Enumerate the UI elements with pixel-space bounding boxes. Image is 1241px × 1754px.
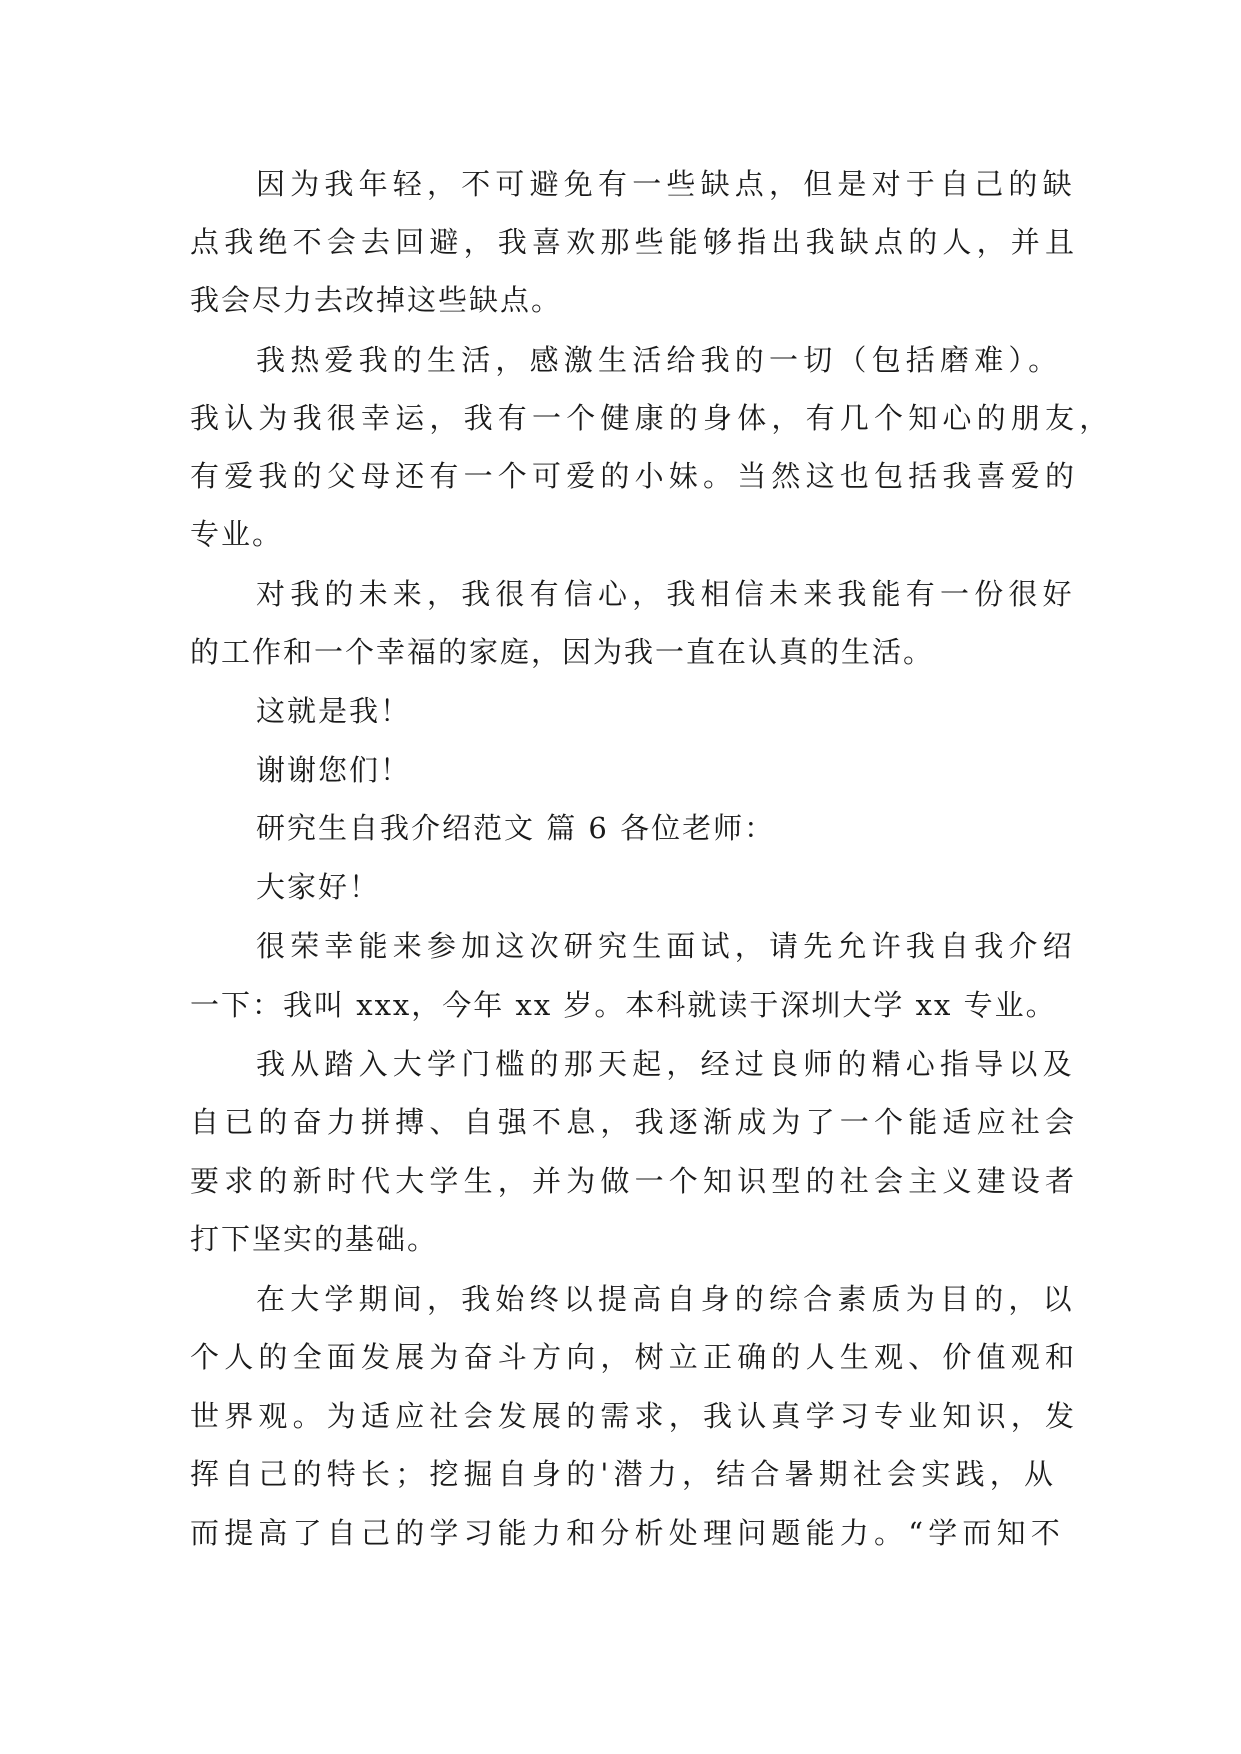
paragraph-line: 要求的新时代大学生，并为做一个知识型的社会主义建设者 bbox=[190, 1164, 1080, 1198]
paragraph-line: 而提高了自己的学习能力和分析处理问题能力。“学而知不 bbox=[190, 1516, 1066, 1550]
paragraph-line: 一下：我叫 xxx，今年 xx 岁。本科就读于深圳大学 xx 专业。 bbox=[190, 988, 1057, 1022]
paragraph-line: 对我的未来，我很有信心，我相信未来我能有一份很好 bbox=[256, 577, 1077, 611]
paragraph-line: 因为我年轻，不可避免有一些缺点，但是对于自己的缺 bbox=[256, 167, 1077, 201]
paragraph-line: 这就是我！ bbox=[256, 694, 412, 728]
paragraph-line: 的工作和一个幸福的家庭，因为我一直在认真的生活。 bbox=[190, 635, 935, 669]
paragraph-line: 打下坚实的基础。 bbox=[190, 1222, 439, 1256]
paragraph-line: 我认为我很幸运，我有一个健康的身体，有几个知心的朋友， bbox=[190, 401, 1114, 435]
paragraph-line: 我从踏入大学门槛的那天起，经过良师的精心指导以及 bbox=[256, 1047, 1077, 1081]
paragraph-line: 大家好！ bbox=[256, 870, 381, 904]
paragraph-line: 在大学期间，我始终以提高自身的综合素质为目的，以 bbox=[256, 1282, 1077, 1316]
paragraph-line: 有爱我的父母还有一个可爱的小妹。当然这也包括我喜爱的 bbox=[190, 459, 1080, 493]
section-heading: 研究生自我介绍范文 篇 6 各位老师： bbox=[256, 811, 776, 845]
paragraph-line: 个人的全面发展为奋斗方向，树立正确的人生观、价值观和 bbox=[190, 1340, 1080, 1374]
paragraph-line: 专业。 bbox=[190, 517, 284, 551]
paragraph-line: 我会尽力去改掉这些缺点。 bbox=[190, 283, 563, 317]
paragraph-line: 自已的奋力拼搏、自强不息，我逐渐成为了一个能适应社会 bbox=[190, 1105, 1080, 1139]
paragraph-line: 谢谢您们！ bbox=[256, 753, 412, 787]
paragraph-line: 挥自己的特长；挖掘自身的'潜力，结合暑期社会实践，从 bbox=[190, 1457, 1059, 1491]
paragraph-line: 点我绝不会去回避，我喜欢那些能够指出我缺点的人，并且 bbox=[190, 225, 1080, 259]
paragraph-line: 我热爱我的生活，感激生活给我的一切（包括磨难）。 bbox=[256, 343, 1063, 377]
paragraph-line: 世界观。为适应社会发展的需求，我认真学习专业知识，发 bbox=[190, 1399, 1080, 1433]
paragraph-line: 很荣幸能来参加这次研究生面试，请先允许我自我介绍 bbox=[256, 929, 1077, 963]
